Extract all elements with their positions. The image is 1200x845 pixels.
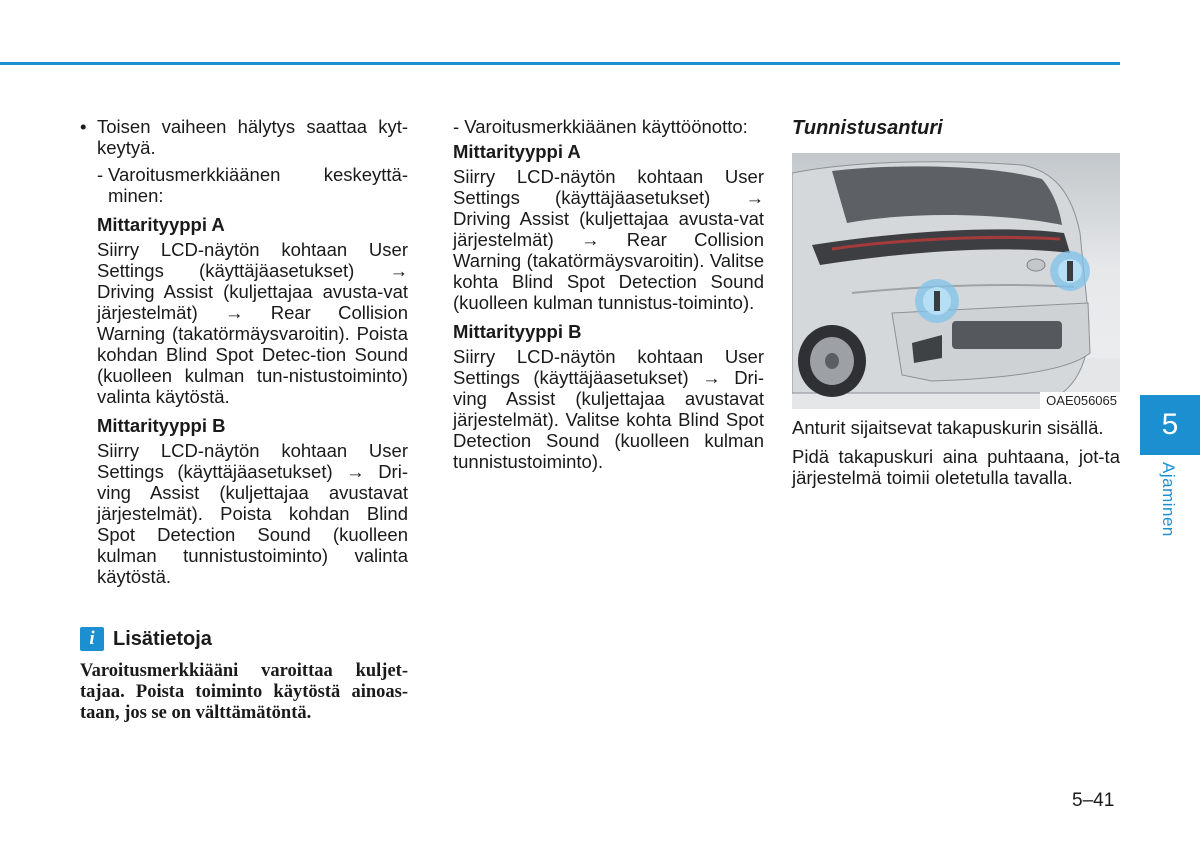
section-heading: Mittarityyppi B <box>97 415 226 436</box>
dash-mark: - <box>97 164 104 185</box>
column-2 <box>453 116 764 472</box>
section-text: Siirry LCD-näytön kohtaan User Settings (käyttäjäasetukset) → Dri-ving Assist (kuljettajaa avustavat järjestelmät). Poista kohdan Blind Spot Detection Sound (kuolleen kulman tunnistustoiminto) valinta käytöstä. <box>97 440 408 587</box>
column-1 <box>80 116 408 724</box>
caption-text: Pidä takapuskuri aina puhtaana, jot-ta järjestelmä toimii oletetulla tavalla. <box>792 446 1120 488</box>
caption-text: Anturit sijaitsevat takapuskurin sisällä. <box>792 417 1104 438</box>
section-text: Siirry LCD-näytön kohtaan User Settings (käyttäjäasetukset) → Dri-ving Assist (kuljettajaa avustavat järjestelmät). Valitse kohta Blind Spot Detection Sound (kuolleen kulman tunnistustoiminto). <box>453 346 764 472</box>
section-text: Siirry LCD-näytön kohtaan User Settings (käyttäjäasetukset) → Driving Assist (kuljettajaa avusta-vat järjestelmät) → Rear Collision Warning (takatörmäysvaroitin). Poista kohdan Blind Spot Detec-tion Sound (kuolleen kulman tun-nistustoiminto) valinta käytöstä. <box>97 239 408 407</box>
info-icon: i <box>80 627 104 651</box>
column-3 <box>792 116 1120 488</box>
chapter-label: Ajaminen <box>1159 462 1178 537</box>
info-title: Lisätietoja <box>113 627 212 650</box>
chapter-number-tab: 5 <box>1140 395 1200 455</box>
dash-item <box>80 164 408 206</box>
section-text: Siirry LCD-näytön kohtaan User Settings (käyttäjäasetukset) → Driving Assist (kuljettajaa avusta-vat järjestelmät) → Rear Collision Warning (takatörmäysvaroitin). Valitse kohta Blind Spot Detection Sound (kuolleen kulman tunnistus-toiminto). <box>453 166 764 313</box>
top-rule <box>0 62 1120 65</box>
car-rear-image <box>792 153 1120 409</box>
page-number: 5–41 <box>1072 790 1115 811</box>
intro-text: - Varoitusmerkkiäänen käyttöönotto: <box>453 116 748 137</box>
dash-text: Varoitusmerkkiäänen keskeyttä-minen: <box>108 164 408 206</box>
bullet-dot: • <box>80 116 87 137</box>
section-heading: Mittarityyppi B <box>453 321 582 342</box>
section-title: Tunnistusanturi <box>792 117 943 139</box>
bullet-item <box>80 116 408 158</box>
section-heading: Mittarityyppi A <box>97 214 225 235</box>
section-heading: Mittarityyppi A <box>453 141 581 162</box>
bullet-text: Toisen vaiheen hälytys saattaa kyt-keytyä. <box>97 116 408 158</box>
car-rear-illustration <box>792 153 1120 409</box>
info-heading <box>80 627 408 651</box>
info-text: Varoitusmerkkiääni varoittaa kuljet-tajaa. Poista toiminto käytöstä ainoas-taan, jos se on välttämätöntä. <box>80 661 408 723</box>
image-code: OAE056065 <box>1040 392 1120 409</box>
